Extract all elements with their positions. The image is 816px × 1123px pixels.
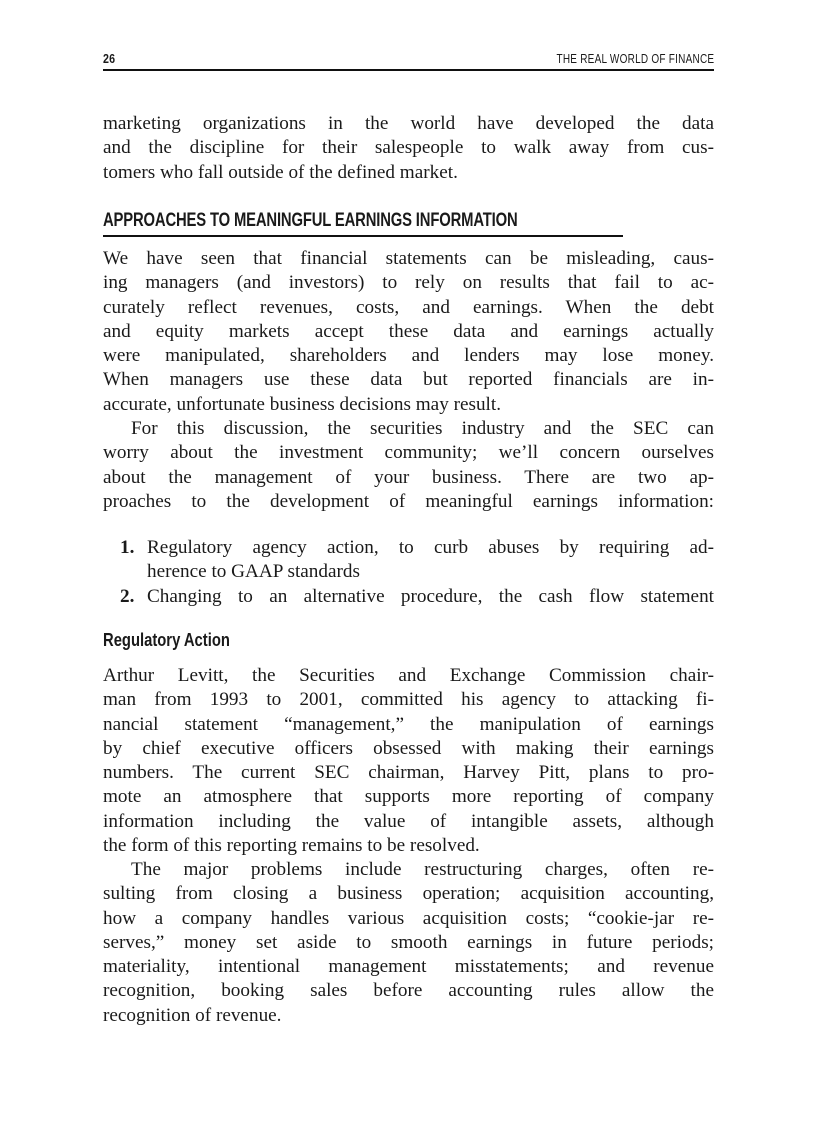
text-line: Regulatory agency action, to curb abuses by requiring ad- [147, 537, 714, 558]
text-line: tomers who fall outside of the defined market. [103, 161, 458, 183]
text-line: information including the value of intangible assets, although [103, 810, 714, 832]
paragraph-arthur-levitt [103, 664, 714, 858]
text-line: serves,” money set aside to smooth earnings in future periods; [103, 931, 714, 953]
list-item [103, 585, 714, 609]
paragraph-major-problems [103, 858, 714, 1028]
text-line: recognition of revenue. [103, 1004, 282, 1026]
list-item [103, 536, 714, 585]
text-line: the form of this reporting remains to be resolved. [103, 835, 480, 857]
text-line: When managers use these data but reported financials are in- [103, 369, 714, 391]
text-line: man from 1993 to 2001, committed his agency to attacking fi- [103, 689, 714, 711]
list-number: 2. [120, 585, 135, 607]
text-line: and the discipline for their salespeople to walk away from cus- [103, 137, 714, 159]
subsection-heading [103, 629, 262, 651]
paragraph-intro-continuation [103, 112, 714, 185]
paragraph-two-approaches [103, 417, 714, 514]
paragraph-misleading-statements [103, 247, 714, 417]
text-line: herence to GAAP standards [147, 561, 360, 583]
text-line: recognition, booking sales before accounting rules allow the [103, 980, 714, 1002]
text-line: proaches to the development of meaningful earnings information: [103, 490, 714, 512]
text-line: ing managers (and investors) to rely on results that fail to ac- [103, 272, 714, 294]
approaches-list [103, 536, 714, 609]
text-line: curately reflect revenues, costs, and earnings. When the debt [103, 296, 714, 318]
text-line: about the management of your business. There are two ap- [103, 466, 714, 488]
text-line: sulting from closing a business operation; acquisition accounting, [103, 883, 714, 905]
list-number: 1. [120, 537, 135, 558]
running-title: THE REAL WORLD OF FINANCE [556, 52, 714, 66]
text-line: accurate, unfortunate business decisions may result. [103, 393, 502, 415]
text-line: marketing organizations in the world have developed the data [103, 113, 714, 134]
text-line: The major problems include restructuring charges, often re- [131, 859, 714, 880]
section-heading [103, 210, 623, 237]
text-line: worry about the investment community; we’ll concern ourselves [103, 442, 714, 464]
text-line: and equity markets accept these data and earnings actually [103, 320, 714, 342]
section-heading-text: APPROACHES TO MEANINGFUL EARNINGS INFORMATION [103, 210, 518, 231]
text-line: how a company handles various acquisition costs; “cookie-jar re- [103, 907, 714, 929]
text-line: numbers. The current SEC chairman, Harvey Pitt, plans to pro- [103, 762, 714, 784]
text-line: nancial statement “management,” the manipulation of earnings [103, 713, 714, 735]
text-line: materiality, intentional management misstatements; and revenue [103, 956, 714, 978]
page-number: 26 [103, 51, 116, 66]
subsection-heading-text: Regulatory Action [103, 629, 230, 650]
text-line: were manipulated, shareholders and lenders may lose money. [103, 345, 714, 367]
text-line: by chief executive officers obsessed with making their earnings [103, 737, 714, 759]
text-line: We have seen that financial statements can be misleading, caus- [103, 248, 714, 269]
text-line: Arthur Levitt, the Securities and Exchange Commission chair- [103, 665, 714, 686]
text-line: For this discussion, the securities industry and the SEC can [131, 418, 714, 439]
text-line: mote an atmosphere that supports more reporting of company [103, 786, 714, 808]
text-line: Changing to an alternative procedure, the cash flow statement [147, 585, 714, 607]
running-header [103, 51, 714, 71]
